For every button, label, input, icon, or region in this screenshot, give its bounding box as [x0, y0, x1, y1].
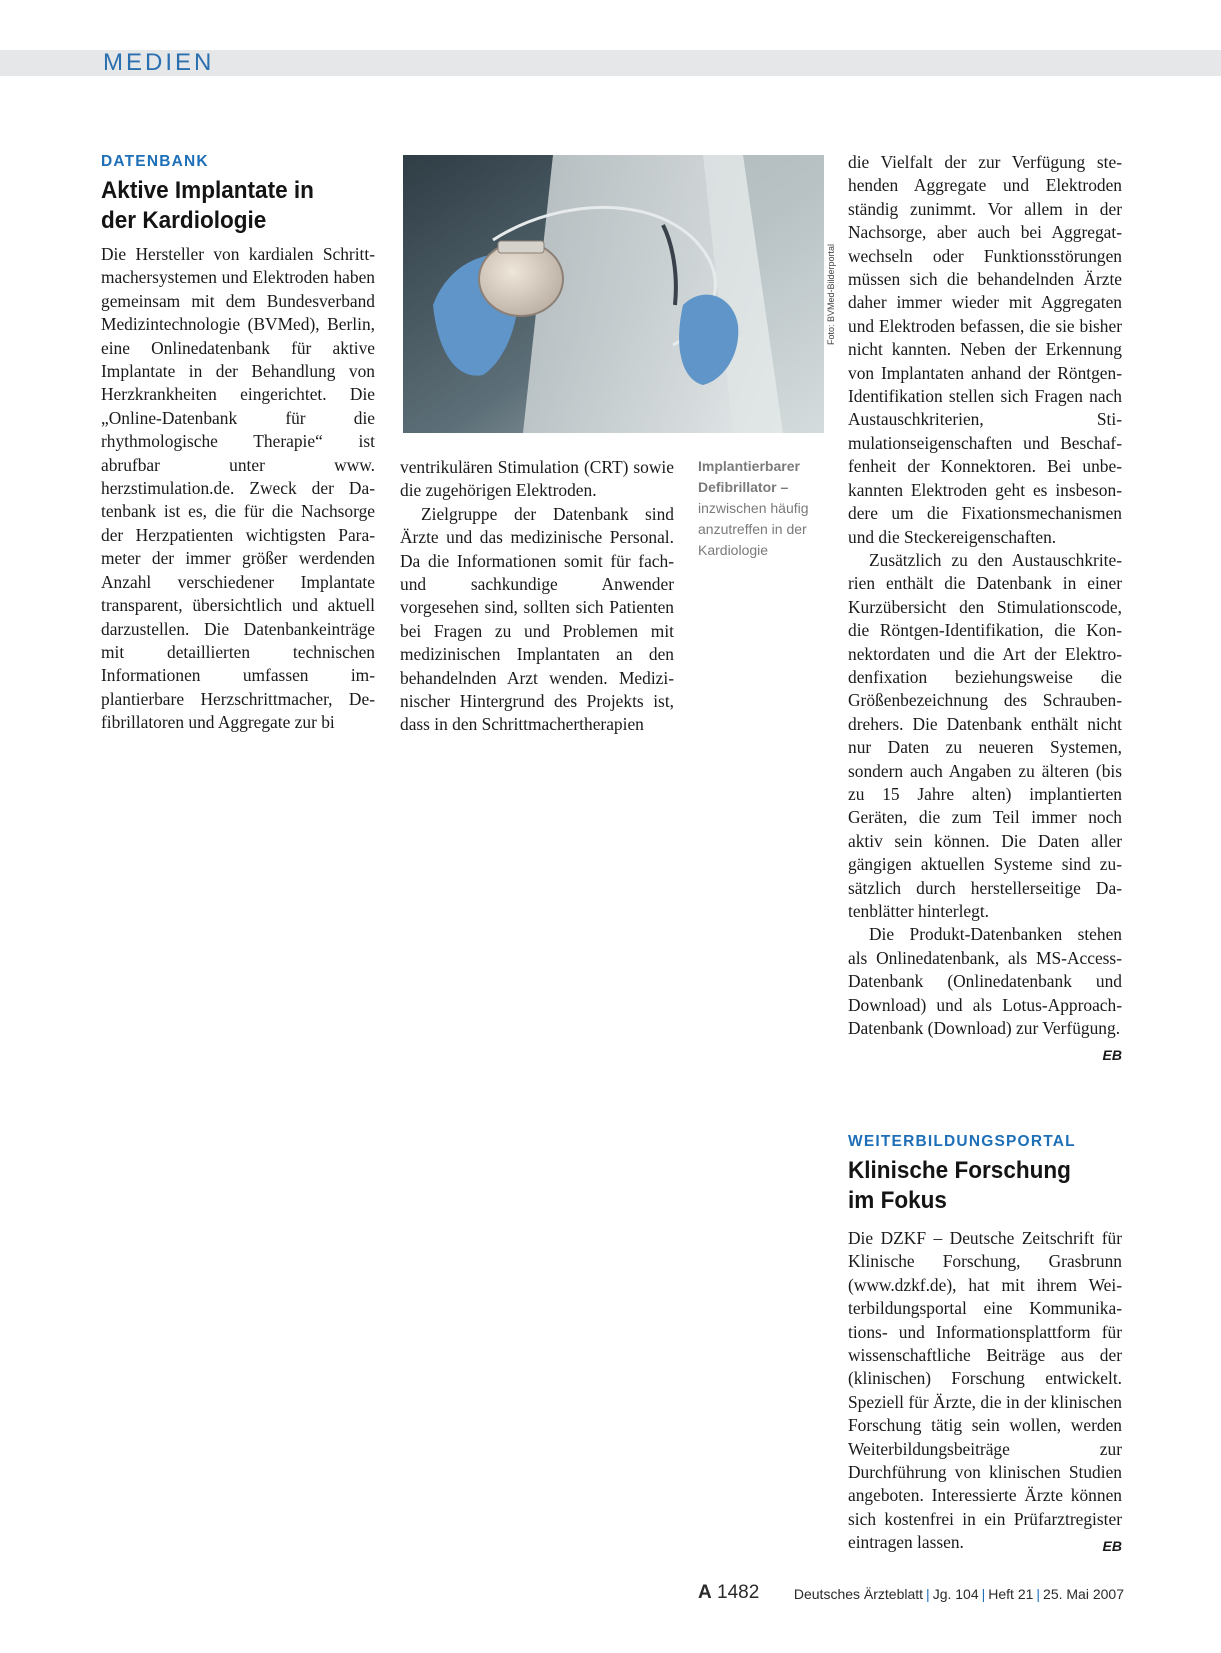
journal-issue: Heft 21	[988, 1586, 1034, 1602]
section-label: MEDIEN	[103, 49, 215, 76]
headline-line-2: im Fokus	[848, 1187, 947, 1214]
journal-volume: Jg. 104	[932, 1586, 979, 1602]
article-headline	[101, 176, 314, 236]
article-column-1	[101, 243, 375, 735]
article-kicker: WEITERBILDUNGSPORTAL	[848, 1133, 1076, 1150]
article-column-3	[848, 151, 1122, 1068]
caption-text: inzwischen häufig anzutreffen in der Kardiologie	[698, 500, 809, 558]
separator: |	[1036, 1586, 1041, 1602]
page-number	[698, 1582, 759, 1604]
headline-line-1: Aktive Implantate in	[101, 177, 314, 204]
separator: |	[981, 1586, 986, 1602]
paragraph: Die Hersteller von kardialen Schrittmachersystemen und Elektroden haben gemeinsam mit dem Bundesverband Medizintechnologie (BVMed), Berlin, eine Onlinedatenbank für aktive Implantate in der Behandlung von Herzkrankheiten eingerichtet. Die „Online-Datenbank für die rhythmologische Therapie“ ist abrufbar unter www.​herzstimulation.de. Zweck der Datenbank ist es, die für die Nachsorge der Herzpatienten wichtigsten Parameter der immer größer werdenden Anzahl verschiedener Implantate transparent, übersichtlich und aktuell darzustellen. Die Datenbankeinträge mit detaillierten technischen Informationen umfassen implantierbare Herzschrittmacher, Defibrillatoren und Aggregate zur bi	[101, 244, 375, 733]
paragraph-text: Die DZKF – Deutsche Zeitschrift für Klinische Forschung, Grasbrunn (www.dzkf.de), hat mit ihrem Weiterbildungsportal eine Kommunikations- und Informationsplattform für wissenschaftliche Beiträge aus der (klinischen) Forschung entwickelt. Speziell für Ärzte, die in der klinischen Forschung tätig sein wollen, werden Weiterbildungsbeiträge zur Durchführung von klinischen Studien angeboten. Interessierte Ärzte können sich kostenfrei in ein Prüfarztregister eintragen lassen.	[848, 1228, 1122, 1553]
author-signature: EB	[1102, 1047, 1122, 1064]
article-headline	[848, 1156, 1071, 1216]
photo-credit: Foto: BVMed-Bilderportal	[826, 243, 836, 345]
article-body	[848, 1227, 1122, 1559]
article-column-2	[400, 456, 674, 737]
page-prefix: A	[698, 1582, 712, 1603]
separator: |	[926, 1586, 930, 1602]
caption-title: Implantierbarer Defibrillator –	[698, 458, 800, 495]
author-signature: EB	[1102, 1538, 1122, 1555]
paragraph: Zusätzlich zu den Austauschkriterien enthält die Datenbank in einer Kurzübersicht den Stimulationscode, die Röntgen-Identifikation, die Konnektordaten und die Art der Elektrodenfixation beziehungsweise die Größenbezeichnung des Schraubendrehers. Die Datenbank enthält nicht nur Daten zu neueren Systemen, sondern auch Angaben zu älteren (bis zu 15 Jahre alten) implantierten Geräten, die zum Teil immer noch aktiv sein können. Die Daten aller gängigen aktuellen Systeme sind zusätzlich durch herstellerseitige Datenblätter hinterlegt.	[848, 549, 1122, 921]
headline-line-1: Klinische Forschung	[848, 1157, 1071, 1184]
journal-name: Deutsches Ärzteblatt	[793, 1586, 924, 1602]
article-kicker: DATENBANK	[101, 153, 209, 170]
journal-info	[794, 1586, 1124, 1602]
page-number-value: 1482	[717, 1582, 760, 1603]
paragraph: ventrikulären Stimulation (CRT) sowie die zugehörigen Elektroden.	[400, 457, 674, 501]
paragraph	[848, 923, 1122, 1064]
figure-caption	[698, 456, 828, 561]
paragraph: Zielgruppe der Datenbank sind Ärzte und das medizinische Personal. Da die Informationen somit für fach- und sachkundige Anwender vorgesehen sind, sollten sich Patienten bei Fragen zu und Problemen mit medizinischen Implantaten an den behandelnden Arzt wenden. Medizinischer Hintergrund des Projekts ist, dass in den Schrittmachertherapien	[400, 503, 674, 735]
defibrillator-photo	[403, 155, 824, 433]
photo-illustration	[403, 155, 824, 433]
paragraph-text: Die Produkt-Datenbanken stehen als Onlinedatenbank, als MS-Access-Datenbank (Onlinedatenbank und Download) und als Lotus-Approach-Datenbank (Download) zur Verfügung.	[848, 924, 1122, 1039]
paragraph	[848, 1227, 1122, 1555]
headline-line-2: der Kardiologie	[101, 207, 267, 234]
journal-date: 25. Mai 2007	[1043, 1586, 1124, 1602]
paragraph: die Vielfalt der zur Verfügung stehenden Aggregate und Elektroden ständig zunimmt. Vor allem in der Nachsorge, aber auch bei Aggregatwechseln oder Funktionsstörungen müssen sich die behandelnden Ärzte daher immer wieder mit Aggregaten und Elektroden befassen, die sie bisher nicht kannten. Neben der Erkennung von Implantaten anhand der Röntgen-Identifikation stellen sich Fragen nach Austauschkriterien, Stimulationseigenschaften und Beschaffenheit der Konnektoren. Bei unbekannten Elektroden geht es insbesondere um die Fixationsmechanismen und die Steckereigenschaften.	[848, 152, 1122, 547]
